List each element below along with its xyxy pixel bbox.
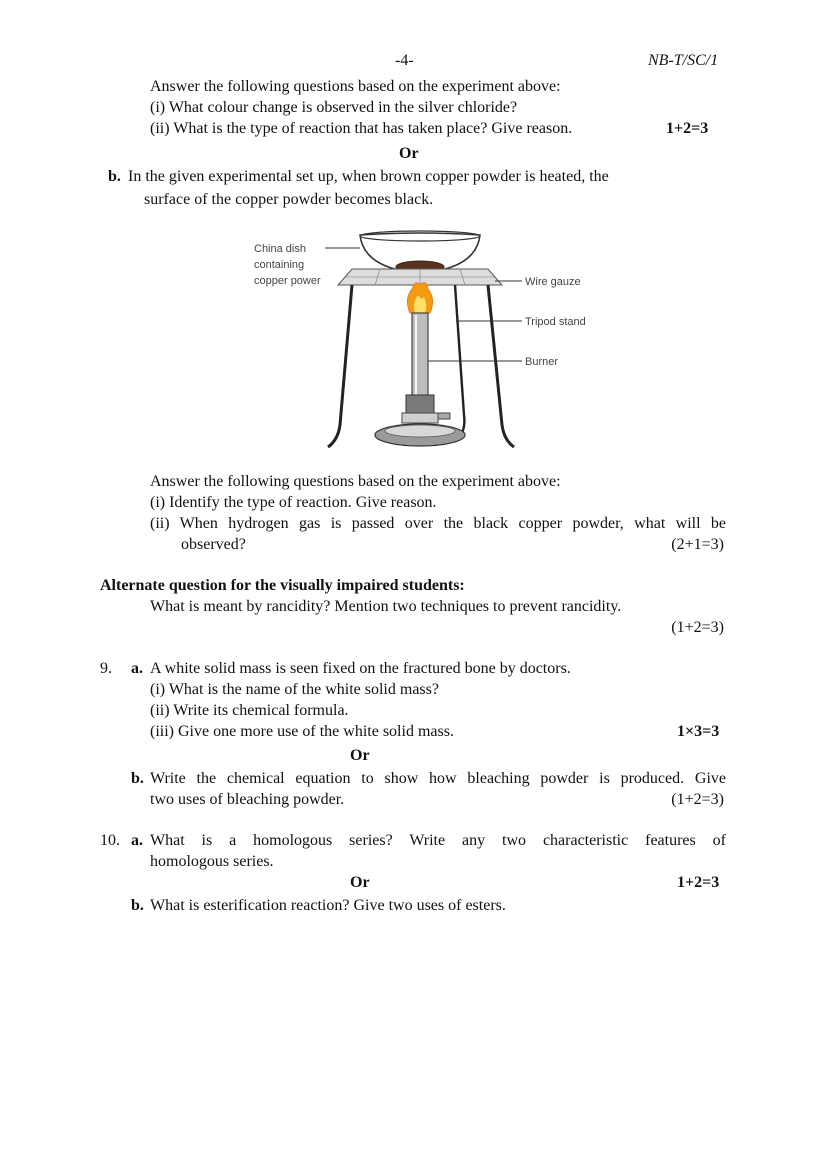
label-containing: containing [254,259,305,271]
q9b-label: b. [131,770,144,787]
q10a-line1: What is a homologous series? Write any two characteristic features of [150,832,726,849]
q10-or-label: Or [350,874,370,891]
label-copper-power: copper power [254,275,321,287]
q10a-line2: homologous series. [150,853,274,870]
q9a-question-3: (iii) Give one more use of the white solid mass. [150,723,454,740]
label-china-dish: China dish [254,243,306,255]
page-number: -4- [395,52,414,69]
q9a-marks: 1×3=3 [677,723,720,740]
q8b-marks: (2+1=3) [671,536,724,553]
q9b-line2: two uses of bleaching powder. [150,791,345,808]
burner [375,313,465,446]
wire-gauze [338,269,502,285]
q8a-marks: 1+2=3 [666,120,709,137]
q9-or-label: Or [350,747,370,764]
label-burner: Burner [525,356,559,368]
alternate-heading: Alternate question for the visually impaired students: [100,577,465,594]
q9a-question-2: (ii) Write its chemical formula. [150,702,349,719]
q10-marks: 1+2=3 [677,874,720,891]
flame [407,283,432,313]
q8b-question-1: (i) Identify the type of reaction. Give reason. [150,494,437,511]
experiment-diagram [240,215,620,465]
q8b-question-2-line2: observed? [181,536,246,553]
q8b-intro: Answer the following questions based on the experiment above: [150,473,561,490]
q9b-line1: Write the chemical equation to show how bleaching powder is produced. Give [150,770,726,787]
q8b-label: b. [108,168,121,185]
q10a-label: a. [131,832,143,849]
q8a-intro: Answer the following questions based on the experiment above: [150,78,561,95]
alternate-question: What is meant by rancidity? Mention two techniques to prevent rancidity. [150,598,622,615]
q8a-question-2: (ii) What is the type of reaction that has taken place? Give reason. [150,120,573,137]
label-wire-gauze: Wire gauze [525,276,581,288]
q9a-question-1: (i) What is the name of the white solid mass? [150,681,439,698]
q10b-text: What is esterification reaction? Give two uses of esters. [150,897,506,914]
china-dish [360,231,480,273]
label-tripod-stand: Tripod stand [525,316,586,328]
paper-code: NB-T/SC/1 [648,52,719,69]
q8a-question-1: (i) What colour change is observed in the silver chloride? [150,99,518,116]
q9a-label: a. [131,660,143,677]
q8b-text-line2: surface of the copper powder becomes black. [144,191,434,208]
q9-number: 9. [100,660,112,677]
alternate-marks: (1+2=3) [671,619,724,636]
q9a-text: A white solid mass is seen fixed on the fractured bone by doctors. [150,660,571,677]
q10b-label: b. [131,897,144,914]
q9b-marks: (1+2=3) [671,791,724,808]
or-label: Or [399,145,419,162]
q8b-text-line1: In the given experimental set up, when brown copper powder is heated, the [128,168,609,185]
q10-number: 10. [100,832,120,849]
q8b-question-2-line1: (ii) When hydrogen gas is passed over the black copper powder, what will be [150,515,726,532]
